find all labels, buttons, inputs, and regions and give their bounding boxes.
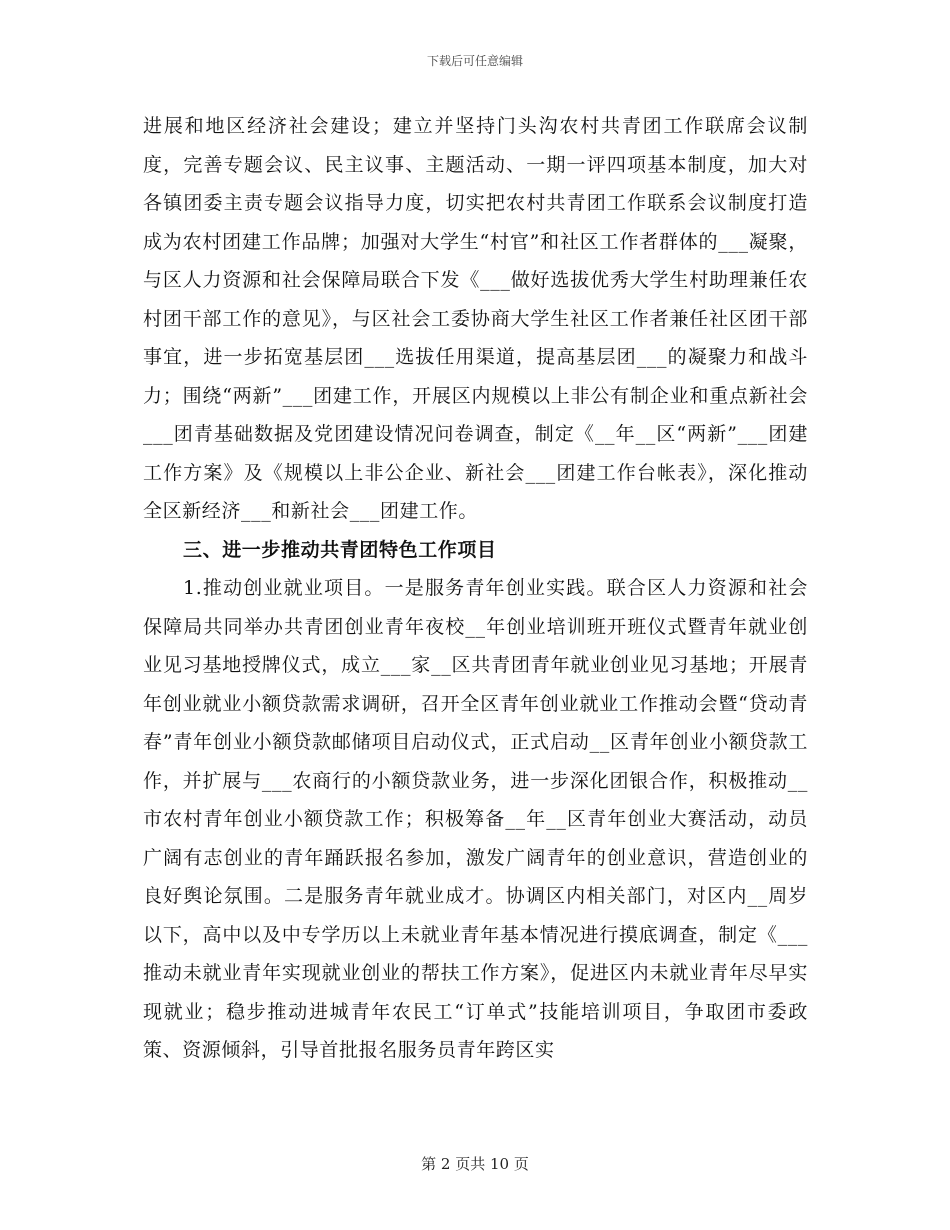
document-body [143,107,808,1070]
page-footer: 第 2 页共 10 页 [421,1155,529,1173]
body-paragraph: 1.推动创业就业项目。一是服务青年创业实践。联合区人力资源和社会保障局共同举办共青团创业青年夜校__年创业培训班开班仪式暨青年就业创业见习基地授牌仪式，成立___家__区共青团青年就业创业见习基地；开展青年创业就业小额贷款需求调研，召开全区青年创业就业工作推动会暨“贷动青春”青年创业小额贷款邮储项目启动仪式，正式启动__区青年创业小额贷款工作，并扩展与___农商行的小额贷款业务，进一步深化团银合作，积极推动__市农村青年创业小额贷款工作；积极筹备__年__区青年创业大赛活动，动员广阔有志创业的青年踊跃报名参加，激发广阔青年的创业意识，营造创业的良好舆论氛围。二是服务青年就业成才。协调区内相关部门，对区内__周岁以下，高中以及中专学历以上未就业青年基本情况进行摸底调查，制定《___推动未就业青年实现就业创业的帮扶工作方案》，促进区内未就业青年尽早实现就业；稳步推动进城青年农民工“订单式”技能培训项目，争取团市委政策、资源倾斜，引导首批报名服务员青年跨区实 [143,577,808,1061]
section-heading: 三、进一步推动共青团特色工作项目 [183,538,497,561]
page-header: 下载后可任意编辑 [426,54,523,68]
body-paragraph: 进展和地区经济社会建设；建立并坚持门头沟农村共青团工作联席会议制度，完善专题会议、民主议事、主题活动、一期一评四项基本制度，加大对各镇团委主责专题会议指导力度，切实把农村共青团工作联系会议制度打造成为农村团建工作品牌；加强对大学生“村官”和社区工作者群体的___凝聚，与区人力资源和社会保障局联合下发《___做好选拔优秀大学生村助理兼任农村团干部工作的意见》，与区社会工委协商大学生社区工作者兼任社区团干部事宜，进一步拓宽基层团___选拔任用渠道，提高基层团___的凝聚力和战斗力；围绕“两新”___团建工作，开展区内规模以上非公有制企业和重点新社会___团青基础数据及党团建设情况问卷调查，制定《__年__区“两新”___团建工作方案》及《规模以上非公企业、新社会___团建工作台帐表》，深化推动全区新经济___和新社会___团建工作。 [143,115,808,522]
